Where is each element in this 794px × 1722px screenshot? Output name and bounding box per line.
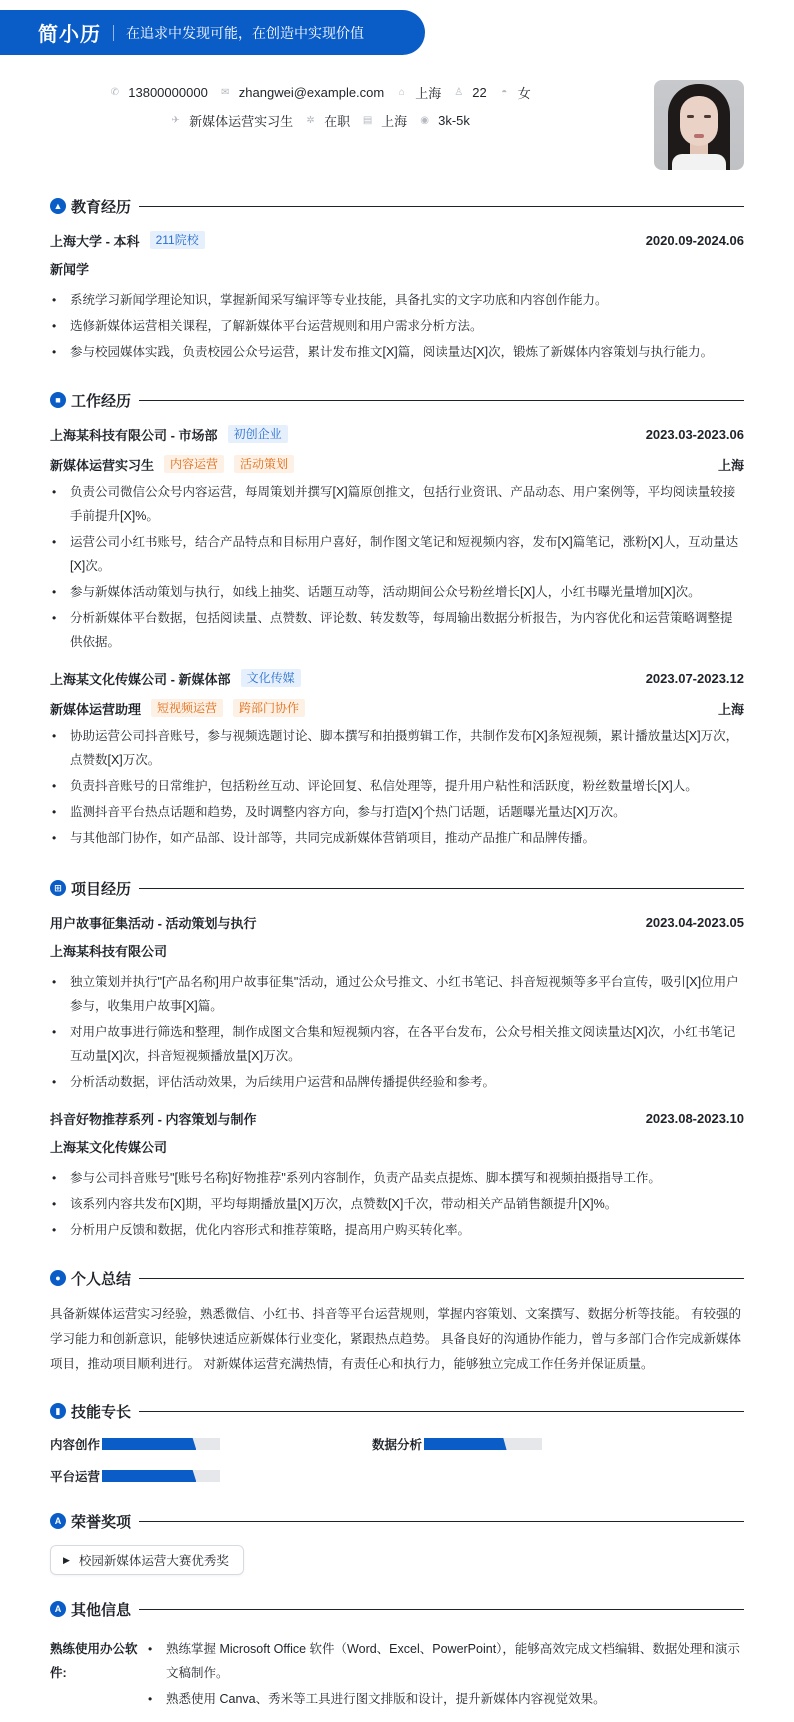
- list-item: • 协助运营公司抖音账号，参与视频选题讨论、脚本撰写和拍摄剪辑工作，共制作发布[X]条短视频，累计播放量达[X]万次，点赞数[X]万次。: [50, 724, 744, 772]
- salary-icon: ◉: [420, 114, 429, 126]
- work-date: 2023.03-2023.06: [645, 426, 744, 442]
- list-item: • 参与校园媒体实践，负责校园公众号运营，累计发布推文[X]篇，阅读量达[X]次，锻炼了新媒体内容策划与执行能力。: [50, 340, 744, 364]
- work-entry: [50, 668, 744, 850]
- home-icon: ⌂: [398, 86, 405, 98]
- skill-item: [50, 1435, 372, 1453]
- role-tag: 跨部门协作: [233, 699, 305, 717]
- project-org: 上海某科技有限公司: [50, 944, 168, 959]
- profile-row-contact: [0, 82, 640, 102]
- project-date: 2023.08-2023.10: [645, 1110, 744, 1126]
- salary-item: [419, 113, 470, 128]
- work-entry-header: [50, 668, 744, 688]
- gender-icon: ◓: [501, 86, 508, 98]
- header-banner: [0, 10, 425, 55]
- list-item: • 负责公司微信公众号内容运营，每周策划并撰写[X]篇原创推文，包括行业资讯、产品动态、用户案例等，平均阅读量较接手前提升[X]%。: [50, 480, 744, 528]
- user-icon: ●: [50, 1270, 66, 1286]
- role-tag: 内容运营: [164, 455, 224, 473]
- list-item: • 分析用户反馈和数据，优化内容形式和推荐策略，提高用户购买转化率。: [50, 1218, 744, 1242]
- section-title: 个人总结: [71, 1270, 132, 1288]
- major: 新闻学: [50, 262, 90, 277]
- education-bullets: [50, 288, 744, 364]
- banner-slogan: 在追求中发现可能，在创造中实现价值: [126, 24, 364, 41]
- section-header: [50, 1599, 744, 1619]
- phone-icon: ✆: [110, 86, 119, 98]
- section-header: [50, 390, 744, 410]
- list-item: • 系统学习新闻学理论知识，掌握新闻采写编评等专业技能，具备扎实的文字功底和内容创作能力。: [50, 288, 744, 312]
- mail-icon: ✉: [221, 86, 230, 98]
- age-icon: ♙: [454, 86, 464, 98]
- role-title: 新媒体运营助理: [50, 701, 142, 717]
- section-title: 工作经历: [71, 392, 132, 410]
- section-divider: [139, 888, 744, 889]
- section-header: [50, 1401, 744, 1421]
- company-name: 上海某科技有限公司 - 市场部: [50, 427, 218, 443]
- status-icon: ✲: [306, 114, 315, 126]
- age-item: [453, 85, 486, 100]
- award-icon: A: [50, 1513, 66, 1529]
- age-value: 22: [472, 84, 487, 100]
- list-item: • 熟练掌握 Microsoft Office 软件（Word、Excel、PowerPoint），能够高效完成文档编辑、数据处理和演示文稿制作。: [146, 1637, 744, 1685]
- status-item: [305, 111, 350, 130]
- list-item: • 选修新媒体运营相关课程，了解新媒体平台运营规则和用户需求分析方法。: [50, 314, 744, 338]
- list-item: • 参与新媒体活动策划与执行，如线上抽奖、话题互动等，活动期间公众号粉丝增长[X]人，小红书曝光量增加[X]次。: [50, 580, 744, 604]
- info-icon: A: [50, 1601, 66, 1617]
- work-bullets: [50, 480, 744, 654]
- school-tag: 211院校: [150, 231, 205, 249]
- skill-label: 平台运营: [50, 1470, 101, 1484]
- skill-label: 内容创作: [50, 1438, 101, 1452]
- section-work: [50, 390, 744, 850]
- play-triangle-icon: ▶: [63, 1554, 70, 1565]
- project-entry-header: [50, 1108, 744, 1128]
- gender-value: 女: [517, 85, 531, 101]
- section-divider: [139, 1521, 744, 1522]
- section-divider: [139, 206, 744, 207]
- section-projects: [50, 878, 744, 1242]
- avatar-photo: [654, 80, 744, 170]
- project-org: 上海某文化传媒公司: [50, 1140, 168, 1155]
- company-name: 上海某文化传媒公司 - 新媒体部: [50, 671, 231, 687]
- work-date: 2023.07-2023.12: [645, 670, 744, 686]
- list-item: • 独立策划并执行"[产品名称]用户故事征集"活动，通过公众号推文、小红书笔记、抖音短视频等多平台宣传，吸引[X]位用户参与，收集用户故事[X]篇。: [50, 970, 744, 1018]
- section-summary: [50, 1268, 744, 1377]
- section-header: [50, 1511, 744, 1531]
- skill-item: [50, 1467, 372, 1485]
- location-value: 上海: [415, 85, 442, 101]
- email-item: [220, 85, 384, 100]
- project-entry-header: [50, 912, 744, 932]
- skill-label: 数据分析: [372, 1438, 423, 1452]
- company-tag: 初创企业: [228, 425, 288, 443]
- grid-icon: ⊞: [50, 880, 66, 896]
- project-name: 用户故事征集活动 - 活动策划与执行: [50, 915, 257, 931]
- section-awards: [50, 1511, 744, 1575]
- status-value: 在职: [324, 113, 351, 129]
- skills-grid: [50, 1435, 744, 1485]
- gender-item: [499, 83, 531, 102]
- skill-bar: [102, 1470, 220, 1482]
- briefcase-icon: ■: [50, 392, 66, 408]
- role-tag: 活动策划: [234, 455, 294, 473]
- project-bullets: [50, 1166, 744, 1242]
- work-location: 上海: [717, 701, 744, 717]
- section-divider: [139, 1278, 744, 1279]
- banner-divider: [113, 25, 114, 41]
- location-item: [396, 83, 441, 102]
- profile-row-job: [0, 110, 640, 130]
- section-title: 教育经历: [71, 198, 132, 216]
- school-name: 上海大学 - 本科: [50, 233, 140, 249]
- city-value: 上海: [381, 113, 408, 129]
- position-icon: ✈: [171, 114, 180, 126]
- section-divider: [139, 1609, 744, 1610]
- education-date: 2020.09-2024.06: [645, 232, 744, 248]
- skill-bar-fill: [102, 1470, 196, 1482]
- award-label: 校园新媒体运营大赛优秀奖: [78, 1554, 229, 1568]
- section-title: 技能专长: [71, 1403, 132, 1421]
- brand-name: 简小历: [38, 24, 101, 46]
- section-title: 项目经历: [71, 880, 132, 898]
- profile-info: [0, 82, 640, 138]
- list-item: • 对用户故事进行筛选和整理，制作成图文合集和短视频内容，在各平台发布，公众号相关推文阅读量达[X]次，小红书笔记互动量[X]次，抖音短视频播放量[X]万次。: [50, 1020, 744, 1068]
- skill-bar: [102, 1438, 220, 1450]
- education-entry-header: [50, 230, 744, 250]
- phone-item: [109, 85, 208, 100]
- project-name: 抖音好物推荐系列 - 内容策划与制作: [50, 1111, 257, 1127]
- resume-content: [50, 196, 744, 1713]
- work-location: 上海: [717, 457, 744, 473]
- project-entry: [50, 1108, 744, 1242]
- project-date: 2023.04-2023.05: [645, 914, 744, 930]
- other-info-row: [50, 1637, 744, 1713]
- award-item[interactable]: [50, 1545, 244, 1575]
- summary-text: 具备新媒体运营实习经验，熟悉微信、小红书、抖音等平台运营规则，掌握内容策划、文案撰写、数据分析等技能。 有较强的学习能力和创新意识，能够快速适应新媒体行业变化，紧跟热点趋势。 具备良好的沟通协作能力，曾与多部门合作完成新媒体项目，推动项目顺利进行。 对新媒体运营充满热情，有责任心和执行力，能够独立完成工作任务并保证质量。: [50, 1307, 741, 1371]
- project-entry: [50, 912, 744, 1094]
- work-entry-header: [50, 424, 744, 444]
- graduation-cap-icon: ▲: [50, 198, 66, 214]
- section-title: 荣誉奖项: [71, 1513, 132, 1531]
- section-divider: [139, 400, 744, 401]
- section-education: [50, 196, 744, 364]
- work-entry: [50, 424, 744, 654]
- list-item: • 监测抖音平台热点话题和趋势，及时调整内容方向，参与打造[X]个热门话题，话题曝光量达[X]万次。: [50, 800, 744, 824]
- role-tag: 短视频运营: [151, 699, 223, 717]
- list-item: • 与其他部门协作，如产品部、设计部等，共同完成新媒体营销项目，推动产品推广和品牌传播。: [50, 826, 744, 850]
- project-bullets: [50, 970, 744, 1094]
- role-title: 新媒体运营实习生: [50, 457, 155, 473]
- salary-value: 3k-5k: [438, 112, 470, 128]
- skill-bar: [424, 1438, 542, 1450]
- work-role-row: [50, 454, 744, 474]
- section-header: [50, 878, 744, 898]
- skill-item: [372, 1435, 694, 1453]
- list-item: • 熟悉使用 Canva、秀米等工具进行图文排版和设计，提升新媒体内容视觉效果。: [146, 1687, 744, 1711]
- list-item: • 该系列内容共发布[X]期，平均每期播放量[X]万次，点赞数[X]千次，带动相关产品销售额提升[X]%。: [50, 1192, 744, 1216]
- position-value: 新媒体运营实习生: [189, 113, 294, 129]
- email-value: zhangwei@example.com: [238, 84, 385, 100]
- section-title: 其他信息: [71, 1601, 132, 1619]
- phone-value: 13800000000: [128, 84, 208, 100]
- section-header: [50, 196, 744, 216]
- other-label: 熟练使用办公软件:: [50, 1642, 138, 1680]
- city-icon: ▤: [362, 114, 373, 126]
- section-skills: [50, 1401, 744, 1485]
- section-other: [50, 1599, 744, 1713]
- skill-bar-fill: [424, 1438, 507, 1450]
- company-tag: 文化传媒: [241, 669, 301, 687]
- list-item: • 参与公司抖音账号"[账号名称]好物推荐"系列内容制作，负责产品卖点提炼、脚本撰写和视频拍摄指导工作。: [50, 1166, 744, 1190]
- city-item: [362, 111, 407, 130]
- work-bullets: [50, 724, 744, 850]
- list-item: • 分析活动数据，评估活动效果，为后续用户运营和品牌传播提供经验和参考。: [50, 1070, 744, 1094]
- list-item: • 负责抖音账号的日常维护，包括粉丝互动、评论回复、私信处理等，提升用户粘性和活跃度，粉丝数量增长[X]人。: [50, 774, 744, 798]
- list-item: • 分析新媒体平台数据，包括阅读量、点赞数、评论数、转发数等，每周输出数据分析报告，为内容优化和运营策略调整提供依据。: [50, 606, 744, 654]
- list-item: • 运营公司小红书账号，结合产品特点和目标用户喜好，制作图文笔记和短视频内容，发布[X]篇笔记，涨粉[X]人，互动量达[X]次。: [50, 530, 744, 578]
- section-divider: [139, 1411, 744, 1412]
- section-header: [50, 1268, 744, 1288]
- other-bullets: [146, 1637, 744, 1713]
- work-role-row: [50, 698, 744, 718]
- bar-chart-icon: ▮: [50, 1403, 66, 1419]
- position-item: [170, 111, 293, 130]
- skill-bar-fill: [102, 1438, 196, 1450]
